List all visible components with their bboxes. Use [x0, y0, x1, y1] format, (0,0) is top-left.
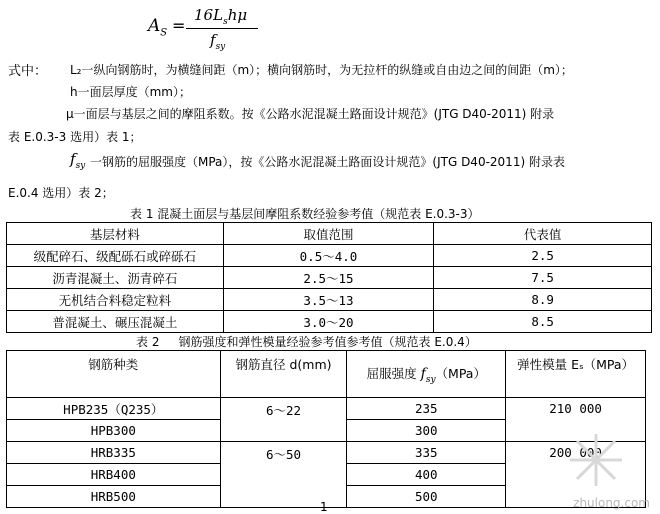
table-cell: 普混凝土、碾压混凝土 — [7, 311, 224, 333]
table-cell: 2.5 — [434, 245, 652, 267]
header-cell: 取值范围 — [223, 223, 434, 245]
header-cell: 代表值 — [434, 223, 652, 245]
table-row — [7, 311, 652, 333]
table-row — [7, 267, 652, 289]
formula-numerator: $16L_sh\mu$ — [194, 6, 248, 27]
table-cell: 8.5 — [434, 311, 652, 333]
table2 — [6, 350, 646, 508]
table-cell: 0.5～4.0 — [223, 245, 434, 267]
table-cell: 沥青混凝土、沥青碎石 — [7, 267, 224, 289]
def-ls: L₂一纵向钢筋时，为横缝间距（m）；横向钢筋时，为无拉杆的纵缝或自由边之间的间距（m）； — [70, 63, 573, 77]
def-fsy-cont: E.0.4 选用）表 2； — [8, 186, 114, 200]
header-cell: 基层材料 — [7, 223, 224, 245]
table1 — [6, 222, 652, 333]
table-header-row — [7, 351, 646, 398]
formula-lhs: $A_S$ — [148, 16, 168, 39]
table-cell: 无机结合料稳定粒料 — [7, 289, 224, 311]
table-row — [7, 245, 652, 267]
table-row — [7, 289, 652, 311]
table-cell: 3.5～13 — [223, 289, 434, 311]
fraction-line — [186, 28, 258, 29]
table1-caption: 表 1 混凝土面层与基层间摩阻系数经验参考值（规范表 E.0.3-3） — [130, 207, 480, 221]
page-number: 1 — [320, 500, 328, 514]
table-cell: 7.5 — [434, 267, 652, 289]
def-mu: μ一面层与基层之间的摩阻系数。按《公路水泥混凝土路面设计规范》(JTG D40-2011) 附录 — [66, 107, 555, 121]
table-cell: 6～22 — [220, 398, 347, 442]
header-cell: 钢筋直径 d(mm) — [220, 351, 347, 398]
formula — [148, 4, 268, 50]
table-cell: 335 — [347, 442, 506, 464]
header-cell: 屈服强度 $f_{sy}(MPa)$ — [347, 351, 506, 398]
table-cell: 8.9 — [434, 289, 652, 311]
table-cell: HPB235（Q235） — [7, 398, 221, 420]
defs-prefix: 式中： — [8, 64, 48, 79]
watermark-logo-icon — [566, 430, 626, 490]
def-fsy-symbol: $f_{sy}$ — [70, 150, 86, 171]
table-cell: 级配碎石、级配砾石或碎砾石 — [7, 245, 224, 267]
table-cell: HRB335 — [7, 442, 221, 464]
table-cell: 235 — [347, 398, 506, 420]
header-cell: 弹性模量 Eₛ（MPa） — [506, 351, 646, 398]
table-header-row — [7, 223, 652, 245]
table-row — [7, 398, 646, 420]
table-row — [7, 442, 646, 464]
table-cell: HPB300 — [7, 420, 221, 442]
formula-denominator: $f_{sy}$ — [210, 31, 226, 52]
table-cell: 2.5～15 — [223, 267, 434, 289]
table-cell: 300 — [347, 420, 506, 442]
header-cell: 钢筋种类 — [7, 351, 221, 398]
table-cell: 400 — [347, 464, 506, 486]
table-cell: HRB400 — [7, 464, 221, 486]
table-cell: 200 000 — [506, 442, 646, 508]
table-cell: 6～50 — [220, 442, 347, 508]
watermark-text: zhulong.com — [573, 496, 650, 510]
table-cell: 210 000 — [506, 398, 646, 442]
table-cell: HRB500 — [7, 486, 221, 508]
def-mu-cont: 表 E.0.3-3 选用）表 1； — [8, 130, 142, 144]
def-h: h一面层厚度（mm）； — [70, 85, 191, 99]
formula-eq: = — [172, 16, 186, 35]
table-cell: 3.0～20 — [223, 311, 434, 333]
table-cell: 500 — [347, 486, 506, 508]
def-fsy: 一钢筋的屈服强度（MPa），按《公路水泥混凝土路面设计规范》(JTG D40-2011) 附录表 — [90, 155, 565, 169]
table2-caption: 表 2 钢筋强度和弹性模量经验参考值参考值（规范表 E.0.4） — [136, 335, 477, 349]
